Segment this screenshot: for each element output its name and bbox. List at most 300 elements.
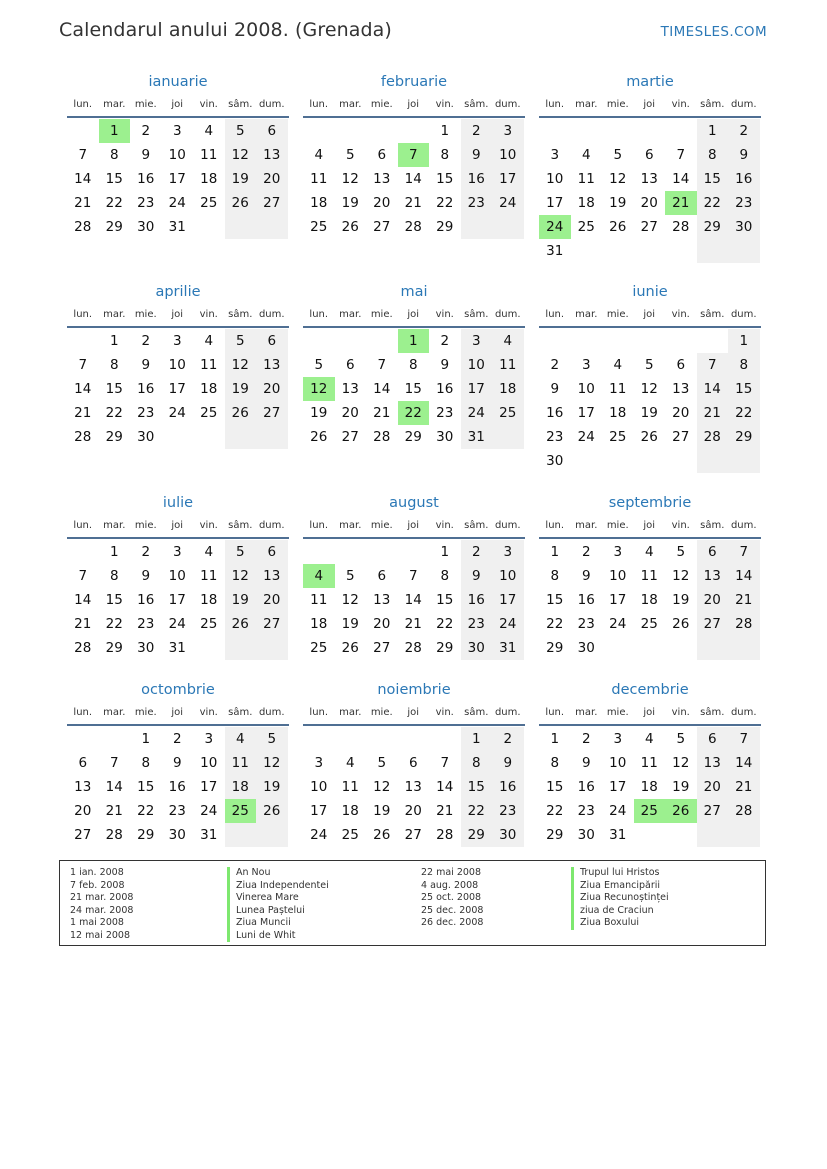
calendar-day: 30 — [492, 823, 524, 847]
month-name: noiembrie — [377, 682, 451, 698]
calendar-day: 28 — [436, 827, 454, 843]
calendar-day: 5 — [345, 568, 355, 584]
empty-day-cell — [256, 215, 288, 239]
calendar-day: 29 — [436, 640, 454, 656]
calendar-day: 23 — [436, 405, 454, 421]
holiday-day: 21 — [665, 191, 697, 215]
legend-holiday-name: Ziua Muncii — [227, 917, 329, 930]
weekday-label: mar. — [575, 309, 598, 320]
weekday-label: dum. — [730, 707, 757, 718]
calendar-day: 24 — [168, 405, 186, 421]
month-name: martie — [626, 74, 674, 90]
calendar-day: 8 — [440, 568, 450, 584]
calendar-day: 13 — [373, 592, 391, 608]
empty-day-cell — [602, 449, 634, 473]
month-name: iulie — [162, 495, 194, 511]
weekday-label: vin. — [435, 520, 454, 531]
calendar-day: 2 — [141, 123, 151, 139]
empty-day-cell — [461, 215, 493, 239]
calendar-day: 1 — [550, 544, 560, 560]
calendar-day: 6 — [697, 540, 729, 564]
calendar-day: 23 — [461, 191, 493, 215]
weekday-label: dum. — [258, 309, 285, 320]
calendar-day: 14 — [373, 381, 391, 397]
calendar-day: 27 — [640, 219, 658, 235]
calendar-day: 17 — [609, 592, 627, 608]
calendar-day: 12 — [672, 568, 690, 584]
day-grid — [67, 119, 289, 239]
calendar-day: 20 — [672, 405, 690, 421]
calendar-day: 11 — [200, 147, 218, 163]
calendar-day: 16 — [137, 171, 155, 187]
weekday-header — [303, 704, 525, 726]
calendar-day: 18 — [492, 377, 524, 401]
calendar-day: 9 — [728, 143, 760, 167]
weekday-label: vin. — [671, 707, 690, 718]
calendar-day: 3 — [613, 544, 623, 560]
calendar-day: 30 — [461, 636, 493, 660]
weekday-header — [67, 96, 289, 118]
calendar-day: 24 — [461, 401, 493, 425]
weekday-label: mie. — [606, 99, 629, 110]
calendar-day: 23 — [461, 612, 493, 636]
empty-day-cell — [67, 119, 99, 143]
calendar-day: 18 — [609, 405, 627, 421]
empty-day-cell — [571, 239, 603, 263]
weekday-label: lun. — [73, 707, 93, 718]
weekday-label: lun. — [73, 520, 93, 531]
weekday-label: lun. — [545, 520, 565, 531]
calendar-day: 3 — [492, 540, 524, 564]
calendar-day: 14 — [105, 779, 123, 795]
empty-day-cell — [366, 119, 398, 143]
calendar-day: 18 — [341, 803, 359, 819]
calendar-day: 11 — [225, 751, 257, 775]
weekday-header — [539, 704, 761, 726]
weekday-label: vin. — [671, 309, 690, 320]
calendar-day: 15 — [137, 779, 155, 795]
empty-day-cell — [225, 425, 257, 449]
month-name: octombrie — [141, 682, 215, 698]
calendar-day: 5 — [256, 727, 288, 751]
holiday-day: 22 — [398, 401, 430, 425]
calendar-day: 29 — [404, 429, 422, 445]
calendar-day: 23 — [546, 429, 564, 445]
weekday-label: dum. — [730, 520, 757, 531]
empty-day-cell — [697, 239, 729, 263]
calendar-day: 2 — [461, 540, 493, 564]
calendar-day: 25 — [310, 640, 328, 656]
calendar-day: 25 — [200, 405, 218, 421]
calendar-day: 20 — [256, 377, 288, 401]
calendar-day: 17 — [200, 779, 218, 795]
calendar-day: 31 — [609, 827, 627, 843]
calendar-day: 21 — [404, 616, 422, 632]
calendar-day: 21 — [105, 803, 123, 819]
calendar-day: 15 — [404, 381, 422, 397]
calendar-day: 2 — [728, 119, 760, 143]
calendar-day: 20 — [256, 588, 288, 612]
empty-day-cell — [162, 425, 194, 449]
calendar-day: 23 — [728, 191, 760, 215]
calendar-day: 28 — [74, 640, 92, 656]
legend-dates-left — [70, 867, 133, 942]
calendar-day: 30 — [137, 640, 155, 656]
calendar-day: 25 — [200, 616, 218, 632]
calendar-day: 6 — [256, 540, 288, 564]
calendar-day: 28 — [728, 799, 760, 823]
calendar-day: 15 — [436, 171, 454, 187]
empty-day-cell — [539, 329, 571, 353]
empty-day-cell — [303, 119, 335, 143]
calendar-day: 2 — [581, 731, 591, 747]
calendar-day: 26 — [225, 612, 257, 636]
calendar-day: 24 — [168, 195, 186, 211]
calendar-day: 17 — [168, 592, 186, 608]
weekday-label: sâm. — [700, 707, 725, 718]
calendar-day: 8 — [408, 357, 418, 373]
empty-day-cell — [728, 636, 760, 660]
calendar-day: 30 — [577, 827, 595, 843]
calendar-day: 4 — [644, 731, 654, 747]
weekday-label: mie. — [134, 99, 157, 110]
weekday-label: mie. — [134, 309, 157, 320]
empty-day-cell — [398, 119, 430, 143]
calendar-day: 8 — [697, 143, 729, 167]
calendar-day: 3 — [172, 544, 182, 560]
calendar-day: 11 — [200, 357, 218, 373]
calendar-day: 8 — [109, 147, 119, 163]
weekday-label: vin. — [199, 99, 218, 110]
calendar-day: 21 — [74, 195, 92, 211]
weekday-label: vin. — [435, 707, 454, 718]
holiday-day: 24 — [539, 215, 571, 239]
weekday-label: mie. — [134, 707, 157, 718]
calendar-day: 20 — [373, 195, 391, 211]
site-brand-link[interactable]: TIMESLES.COM — [660, 24, 767, 40]
calendar-day: 18 — [200, 592, 218, 608]
calendar-day: 10 — [168, 147, 186, 163]
calendar-day: 11 — [341, 779, 359, 795]
calendar-day: 27 — [256, 191, 288, 215]
empty-day-cell — [99, 727, 131, 751]
calendar-day: 10 — [546, 171, 564, 187]
weekday-label: mie. — [606, 309, 629, 320]
calendar-day: 15 — [697, 167, 729, 191]
empty-day-cell — [665, 119, 697, 143]
weekday-label: mie. — [370, 309, 393, 320]
empty-day-cell — [728, 449, 760, 473]
calendar-day: 7 — [78, 357, 88, 373]
day-grid — [539, 329, 761, 473]
weekday-header — [539, 96, 761, 118]
calendar-day: 20 — [697, 775, 729, 799]
calendar-day: 22 — [546, 803, 564, 819]
weekday-header — [539, 517, 761, 539]
weekday-label: lun. — [545, 707, 565, 718]
calendar-day: 2 — [440, 333, 450, 349]
calendar-day: 30 — [168, 827, 186, 843]
calendar-day: 9 — [141, 147, 151, 163]
calendar-day: 1 — [109, 333, 119, 349]
calendar-day: 9 — [172, 755, 182, 771]
month-name: decembrie — [611, 682, 689, 698]
calendar-day: 9 — [581, 568, 591, 584]
calendar-day: 7 — [109, 755, 119, 771]
calendar-day: 7 — [377, 357, 387, 373]
calendar-day: 16 — [461, 588, 493, 612]
legend-date: 21 mar. 2008 — [70, 892, 134, 903]
calendar-day: 12 — [256, 751, 288, 775]
legend-names-right — [571, 867, 669, 930]
calendar-day: 22 — [697, 191, 729, 215]
calendar-day: 3 — [172, 333, 182, 349]
calendar-day: 6 — [377, 147, 387, 163]
calendar-day: 13 — [672, 381, 690, 397]
weekday-label: sâm. — [464, 520, 489, 531]
calendar-day: 12 — [373, 779, 391, 795]
calendar-day: 10 — [492, 564, 524, 588]
calendar-day: 27 — [256, 401, 288, 425]
weekday-label: vin. — [199, 707, 218, 718]
calendar-day: 2 — [492, 727, 524, 751]
day-grid — [539, 540, 761, 660]
weekday-label: mie. — [370, 520, 393, 531]
empty-day-cell — [492, 425, 524, 449]
calendar-day: 1 — [109, 544, 119, 560]
weekday-header — [67, 517, 289, 539]
weekday-label: joi — [171, 99, 184, 110]
calendar-day: 17 — [461, 377, 493, 401]
calendar-day: 9 — [550, 381, 560, 397]
calendar-day: 25 — [492, 401, 524, 425]
calendar-day: 19 — [225, 377, 257, 401]
calendar-day: 11 — [577, 171, 595, 187]
calendar-day: 29 — [728, 425, 760, 449]
calendar-day: 9 — [461, 143, 493, 167]
calendar-day: 29 — [105, 640, 123, 656]
calendar-day: 19 — [640, 405, 658, 421]
calendar-day: 31 — [492, 636, 524, 660]
holiday-day: 1 — [99, 119, 131, 143]
empty-day-cell — [225, 636, 257, 660]
calendar-day: 19 — [672, 779, 690, 795]
weekday-label: lun. — [545, 309, 565, 320]
empty-day-cell — [571, 329, 603, 353]
calendar-day: 5 — [225, 329, 257, 353]
weekday-label: mar. — [575, 707, 598, 718]
calendar-day: 4 — [225, 727, 257, 751]
calendar-day: 13 — [256, 564, 288, 588]
calendar-day: 15 — [461, 775, 493, 799]
calendar-day: 1 — [728, 329, 760, 353]
calendar-day: 6 — [256, 119, 288, 143]
empty-day-cell — [67, 727, 99, 751]
calendar-day: 14 — [404, 171, 422, 187]
calendar-day: 28 — [697, 425, 729, 449]
weekday-label: sâm. — [228, 309, 253, 320]
empty-day-cell — [398, 540, 430, 564]
weekday-label: vin. — [199, 520, 218, 531]
calendar-day: 14 — [74, 381, 92, 397]
empty-day-cell — [335, 119, 367, 143]
calendar-day: 29 — [546, 640, 564, 656]
legend-holiday-name: Lunea Paștelui — [227, 905, 329, 918]
calendar-day: 12 — [341, 592, 359, 608]
calendar-day: 19 — [609, 195, 627, 211]
calendar-day: 2 — [581, 544, 591, 560]
calendar-day: 15 — [546, 592, 564, 608]
legend-holiday-name: An Nou — [227, 867, 329, 880]
day-grid — [303, 727, 525, 847]
empty-day-cell — [665, 449, 697, 473]
calendar-day: 21 — [728, 588, 760, 612]
empty-day-cell — [193, 636, 225, 660]
empty-day-cell — [571, 119, 603, 143]
weekday-label: lun. — [73, 309, 93, 320]
calendar-day: 7 — [440, 755, 450, 771]
legend-date: 1 ian. 2008 — [70, 867, 124, 878]
empty-day-cell — [602, 239, 634, 263]
month-mai — [303, 281, 525, 449]
empty-day-cell — [303, 727, 335, 751]
calendar-day: 18 — [640, 779, 658, 795]
calendar-day: 18 — [225, 775, 257, 799]
calendar-day: 24 — [609, 616, 627, 632]
weekday-label: mie. — [134, 520, 157, 531]
calendar-day: 29 — [105, 219, 123, 235]
calendar-day: 6 — [408, 755, 418, 771]
calendar-day: 15 — [728, 377, 760, 401]
day-grid — [539, 119, 761, 263]
weekday-label: mar. — [339, 99, 362, 110]
empty-day-cell — [728, 823, 760, 847]
empty-day-cell — [366, 329, 398, 353]
month-name: februarie — [380, 74, 448, 90]
calendar-day: 14 — [74, 592, 92, 608]
calendar-day: 26 — [341, 219, 359, 235]
calendar-day: 10 — [200, 755, 218, 771]
weekday-label: joi — [407, 309, 420, 320]
weekday-label: vin. — [435, 99, 454, 110]
calendar-day: 12 — [225, 564, 257, 588]
legend-date: 7 feb. 2008 — [70, 879, 125, 891]
legend-holiday-name: Ziua Independentei — [227, 880, 329, 893]
calendar-day: 22 — [137, 803, 155, 819]
empty-day-cell — [492, 215, 524, 239]
calendar-day: 5 — [314, 357, 324, 373]
calendar-day: 15 — [436, 592, 454, 608]
calendar-day: 23 — [137, 405, 155, 421]
calendar-day: 4 — [644, 544, 654, 560]
calendar-day: 16 — [546, 405, 564, 421]
weekday-label: sâm. — [700, 99, 725, 110]
empty-day-cell — [303, 540, 335, 564]
weekday-label: dum. — [494, 520, 521, 531]
calendar-day: 26 — [672, 616, 690, 632]
legend-date: 22 mai 2008 — [421, 867, 482, 878]
calendar-day: 2 — [550, 357, 560, 373]
legend-holiday-name: Ziua Recunoștinței — [571, 892, 669, 905]
weekday-label: joi — [643, 309, 656, 320]
calendar-day: 1 — [550, 731, 560, 747]
empty-day-cell — [634, 239, 666, 263]
calendar-day: 21 — [728, 775, 760, 799]
month-martie — [539, 71, 761, 263]
calendar-day: 29 — [461, 823, 493, 847]
weekday-label: lun. — [309, 309, 329, 320]
calendar-day: 3 — [204, 731, 214, 747]
calendar-day: 9 — [141, 357, 151, 373]
calendar-day: 26 — [225, 191, 257, 215]
calendar-day: 28 — [74, 219, 92, 235]
calendar-day: 11 — [609, 381, 627, 397]
weekday-header — [303, 96, 525, 118]
calendar-day: 20 — [640, 195, 658, 211]
empty-day-cell — [634, 823, 666, 847]
calendar-day: 24 — [577, 429, 595, 445]
calendar-day: 21 — [697, 401, 729, 425]
calendar-day: 14 — [697, 377, 729, 401]
calendar-day: 23 — [137, 616, 155, 632]
calendar-day: 6 — [345, 357, 355, 373]
calendar-day: 22 — [546, 616, 564, 632]
weekday-label: joi — [171, 707, 184, 718]
weekday-header — [67, 704, 289, 726]
weekday-label: vin. — [435, 309, 454, 320]
holiday-day: 12 — [303, 377, 335, 401]
calendar-day: 20 — [341, 405, 359, 421]
calendar-day: 12 — [225, 353, 257, 377]
calendar-day: 19 — [256, 775, 288, 799]
calendar-day: 15 — [105, 171, 123, 187]
weekday-label: mar. — [575, 99, 598, 110]
calendar-day: 27 — [341, 429, 359, 445]
weekday-label: lun. — [309, 707, 329, 718]
calendar-day: 27 — [697, 799, 729, 823]
day-grid — [67, 727, 289, 847]
calendar-day: 5 — [377, 755, 387, 771]
holiday-day: 25 — [634, 799, 666, 823]
calendar-day: 17 — [609, 779, 627, 795]
calendar-day: 10 — [577, 381, 595, 397]
weekday-label: dum. — [730, 309, 757, 320]
weekday-label: vin. — [199, 309, 218, 320]
calendar-day: 3 — [613, 731, 623, 747]
holiday-day: 4 — [303, 564, 335, 588]
calendar-day: 19 — [225, 167, 257, 191]
month-name: august — [389, 495, 439, 511]
calendar-day: 14 — [728, 564, 760, 588]
day-grid — [303, 119, 525, 239]
month-iunie — [539, 281, 761, 473]
weekday-label: sâm. — [228, 707, 253, 718]
empty-day-cell — [225, 215, 257, 239]
calendar-day: 13 — [256, 353, 288, 377]
weekday-label: sâm. — [228, 520, 253, 531]
holiday-day: 26 — [665, 799, 697, 823]
calendar-day: 16 — [137, 381, 155, 397]
empty-day-cell — [697, 823, 729, 847]
calendar-day: 28 — [672, 219, 690, 235]
month-august — [303, 492, 525, 660]
calendar-day: 8 — [461, 751, 493, 775]
weekday-label: dum. — [730, 99, 757, 110]
legend-date: 24 mar. 2008 — [70, 904, 134, 916]
calendar-day: 3 — [172, 123, 182, 139]
legend-holiday-name: Vinerea Mare — [227, 892, 329, 905]
calendar-day: 25 — [200, 195, 218, 211]
